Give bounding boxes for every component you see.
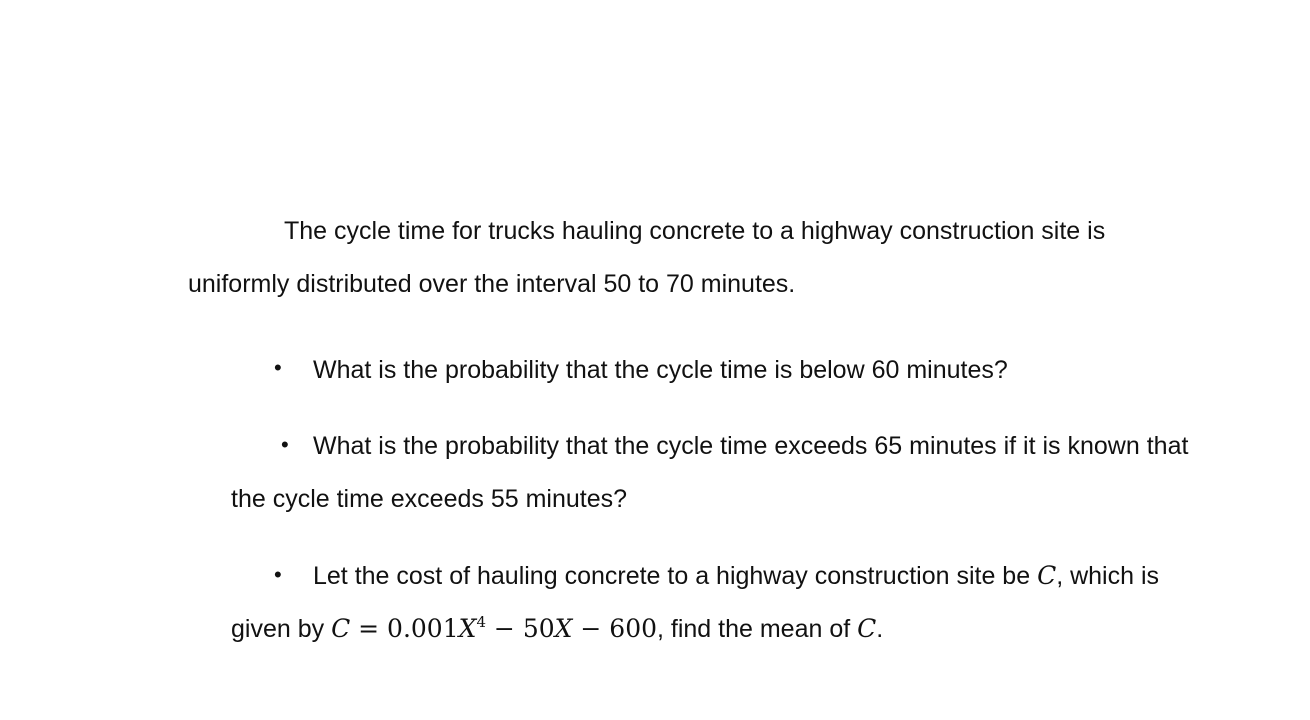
question-3-line-1: [313, 561, 1159, 591]
question-3-text: Let the cost of hauling concrete to a highway construction site be: [313, 562, 1038, 590]
question-2-line-1: What is the probability that the cycle time exceeds 65 minutes if it is known that: [313, 432, 1189, 460]
bullet-1-marker: •: [274, 355, 282, 380]
mean-variable: C: [857, 614, 877, 643]
equation-tail: , find the mean of: [657, 615, 858, 643]
question-1-line-1: What is the probability that the cycle time is below 60 minutes?: [313, 356, 1008, 384]
cost-equation: $C = 0.001X^4 - 50X - 600$: [331, 613, 658, 643]
intro-line-2: uniformly distributed over the interval 50 to 70 minutes.: [188, 270, 796, 298]
equation-lead: given by: [231, 615, 332, 643]
equation-period: .: [876, 615, 884, 643]
question-2-line-2: the cycle time exceeds 55 minutes?: [231, 485, 628, 513]
question-3-text-tail: , which is: [1056, 562, 1160, 590]
question-3-line-2: [231, 614, 883, 644]
cost-variable: C: [1037, 561, 1057, 590]
intro-line-1: The cycle time for trucks hauling concrete to a highway construction site is: [284, 217, 1106, 245]
bullet-2-marker: •: [281, 432, 289, 457]
bullet-3-marker: •: [274, 562, 282, 587]
